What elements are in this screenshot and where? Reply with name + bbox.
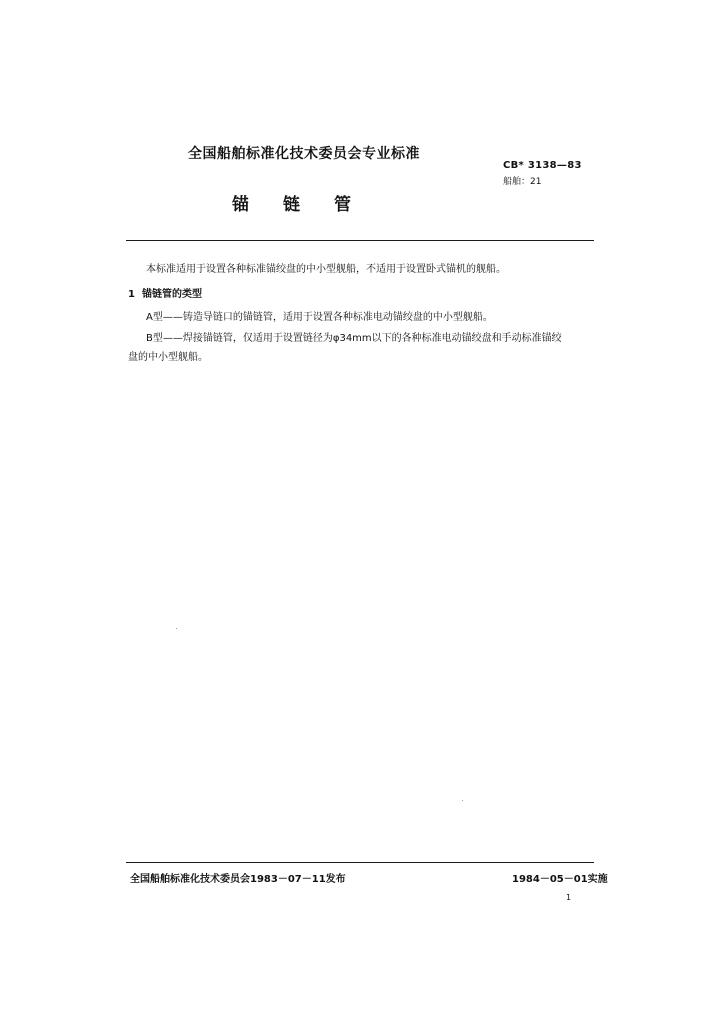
section-heading	[128, 285, 202, 300]
type-a-paragraph: A型——铸造导链口的锚链管，适用于设置各种标准电动锚绞盘的中小型舰船。	[146, 312, 493, 323]
title-char-1: 锚	[232, 195, 249, 215]
scope-paragraph: 本标准适用于设置各种标准锚绞盘的中小型舰船，不适用于设置卧式锚机的舰船。	[146, 264, 506, 275]
standard-classification: 船舶：21	[503, 177, 542, 187]
section-title: 锚链管的类型	[142, 289, 202, 300]
standard-code: CB* 3138—83	[503, 160, 582, 171]
header-divider	[126, 240, 594, 241]
page-number: 1	[566, 893, 572, 902]
committee-header: 全国船舶标准化技术委员会专业标准	[188, 146, 420, 162]
scan-speck	[462, 800, 463, 801]
title-char-3: 管	[334, 195, 351, 215]
type-b-paragraph-line-1: B型——焊接锚链管，仅适用于设置链径为φ34mm以下的各种标准电动锚绞盘和手动标准锚绞	[146, 333, 562, 344]
scan-speck	[176, 628, 177, 629]
section-number: 1	[128, 289, 135, 300]
footer-divider	[126, 862, 594, 863]
document-title	[232, 190, 351, 215]
footer-effective-date: 1984－05－01实施	[512, 874, 608, 885]
footer-issuer: 全国船舶标准化技术委员会1983－07－11发布	[130, 874, 346, 885]
title-char-2: 链	[283, 195, 300, 215]
type-b-paragraph-line-2: 盘的中小型舰船。	[128, 352, 208, 363]
